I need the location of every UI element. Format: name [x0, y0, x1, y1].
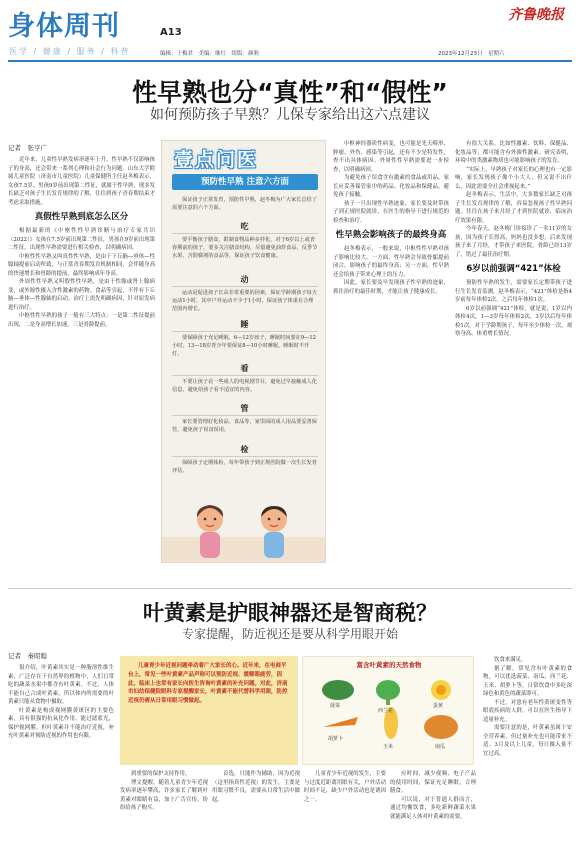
article1-subhead-2: 性早熟会影响孩子的最终身高	[335, 230, 447, 240]
panel-badge: 壹点问医	[174, 149, 259, 171]
masthead-divider	[8, 60, 572, 62]
article2-column-2c	[304, 770, 386, 848]
paragraph: 为避免孩子误食含有激素的食品或用品，家长应妥善保管家中的药品、化妆品和保健品，避免孩子接触。	[333, 175, 449, 198]
children-illustration	[162, 497, 326, 563]
article1-byline: 记者 张亨广	[8, 144, 47, 152]
paragraph: 根据最新的《中枢性性早熟诊断与治疗专家共识（2022）》女孩在7.5岁前出现第二性征，男孩在9岁前出现第二性征，出现性早熟需要进行相关检查，以明确病因。	[8, 228, 155, 251]
paragraph: 首选，只能作为辅助，因为近视（这里指真性近视）的发生，主要是用眼习惯不良，需要从日常生活中做起。	[212, 771, 300, 803]
food-label: 西兰花	[378, 708, 394, 714]
paragraph: 有很大关系，比如性激素、饮料、保健品、化妆品等，都可能含有外源性激素。研究表明，环境中的类激素物质也可能影响孩子的发育。	[455, 141, 572, 164]
tip-title-check: 检	[240, 444, 249, 454]
paragraph: 据了解，常见含有叶黄素的食物，可以优选菠菜、南瓜、西兰花、玉米、胡萝卜等，日常饮食中多吃深绿色和黄色的蔬菜即可。	[483, 665, 572, 697]
paragraph: 因此，家长要及早发现孩子性早熟的迹象，抓住治疗的最佳时期，才能让孩子健康成长。	[333, 280, 449, 295]
page-number: A13	[160, 27, 182, 38]
paragraph: 中枢神经器质性病变，也可能是先天畸形、肿瘤、外伤、感染等引起，还有不少是特发性，查不出具体病因。外周性性早熟需要进一步检查，以明确病因。	[333, 141, 449, 173]
section-subtitle: 医学 / 健康 / 服务 / 科普	[9, 47, 131, 56]
paragraph: 赵冬梅表示，一般来说，中枢性性早熟对孩子影响比较大。一方面，性早熟会导致骨骺提前闭合，影响孩子的最终身高；另一方面，性早熟还会给孩子带来心理上的压力。	[333, 246, 449, 278]
foods-illustration	[302, 656, 474, 765]
paragraph: 外周性性早熟又叫假性性早熟，是由于性腺或肾上腺病变，或外源性摄入含性激素的药物、食品等引起，不伴有下丘脑—垂体—性腺轴的启动。治疗上需先明确病因，针对原发病进行治疗。	[8, 279, 155, 311]
paragraph: 中枢性性早熟又叫真性性早熟，是由于下丘脑—垂体—性腺轴提前启动所致，与正常青春期发育机制相同，会伴随身高的快速增长和骨龄的提前，最终影响成年身高。	[8, 253, 155, 277]
tip-title-manage: 管	[240, 403, 249, 413]
tip-text-move: 运动是促进孩子长高非常重要的因素，保证学龄期孩子每天运动1小时，其中户外运动不少于1小时，保证孩子体重在合理范围内增长。	[172, 290, 317, 312]
paragraph: “实际上，早熟孩子对家长的心理也有一定影响，家长发现孩子像个小大人，但又说不出什么，因此需要全社会重视起来。”	[455, 166, 572, 190]
article2-headline: 叶黄素是护眼神器还是智商税？	[143, 601, 437, 625]
tip-text-sleep: 要保障孩子充足睡眠，6—12岁孩子，睡眠时间要在9—12小时，13—18岁青少年要保证8—10小时睡眠，睡眠时不开灯。	[172, 335, 316, 357]
tip-text-watch: 不要让孩子看一些成人的电视剧节目，避免过早接触成人化信息，避免给孩子看不适宜的内容。	[172, 379, 317, 393]
tip-text-check: 保障孩子定期体检，每年带孩子到正规医院做一次生长发育评估。	[172, 460, 317, 474]
tips-panel	[161, 140, 326, 563]
paragraph: 不过，对患有老年性黄斑变性等眼底疾病的人群，可以在医生指导下适量补充。	[483, 699, 572, 723]
article1-subhead-1: 真假性早熟到底怎么区分	[34, 212, 129, 222]
food-label: 南瓜	[435, 744, 446, 750]
article2-lead-box	[120, 656, 298, 765]
food-label: 玉米	[383, 744, 394, 750]
tip-text-eat: 要平衡孩子膳食，限制食物品种多样化，对于6岁以上或青春期前的孩子，要多关注膳食结构，尽量避免油炸食品、反季节水果、含防腐剂的食品等，保证孩子饮食健康。	[172, 237, 318, 259]
foods-title: 富含叶黄素的天然食物	[356, 661, 422, 669]
article1-headline: 性早熟也分“真性”和“假性”	[132, 78, 448, 107]
divider	[172, 456, 318, 457]
article2-column-2d	[390, 770, 476, 848]
tip-title-move: 动	[240, 274, 249, 284]
paragraph: 到重要的保护支持作用。	[131, 771, 191, 777]
article2-byline: 记者 秦昭聪	[8, 652, 47, 660]
divider	[172, 233, 318, 234]
foods-drawing	[303, 665, 474, 765]
article2-column-1	[8, 664, 114, 848]
paragraph: 中枢性性早熟的孩子一般有三大特点：一是第二性征提前出现，二是身高增长加速，三是骨龄提前。	[8, 313, 155, 328]
article1-column-2	[333, 140, 449, 583]
section-title: 身体周刊	[8, 11, 120, 42]
food-label: 蛋黄	[433, 703, 444, 709]
article1-column-1	[8, 156, 155, 586]
lead-text: 儿童青少年近视问题牵动着广大家长的心。近年来，在电商平台上，常见一些叶黄素产品声称可以预防近视、缓解眼疲劳，因此，临床上也常有家长向医生咨询叶黄素的补充问题。对此，济南市妇幼保健院眼科专家提醒家长，叶黄素不能代替科学用眼，防控近视仍需从日常用眼习惯做起。	[128, 663, 288, 705]
paragraph: 赵冬梅表示，生活中，大多数家长缺乏对孩子生长发育规律的了解，容易忽视孩子性早熟问题。往往在孩子来月经了才到医院就诊，临床治疗效果有限。	[455, 192, 572, 224]
paragraph: 叶黄素是构成视网膜黄斑区的主要色素，具有很强的抗氧化作用，能过滤蓝光，保护视网膜。但叶黄素并不能治疗近视，补充叶黄素对预防近视的作用也有限。	[8, 707, 114, 739]
tip-text-manage: 家长要管理好化妆品、食品等，家里面的成人用品要妥善保管，避免孩子误食误用。	[172, 419, 317, 433]
divider	[172, 415, 318, 416]
masthead	[0, 0, 580, 66]
newspaper-logo: 齐鲁晚报	[508, 7, 564, 23]
divider	[172, 375, 318, 376]
paragraph: 今年春天，赵冬梅门诊接诊了一名11岁的女孩，因为孩子长得高，妈妈也没多想，后来发现孩子来了月经，才带孩子来医院，骨龄已经13岁了，错过了最佳治疗期。	[455, 226, 572, 258]
paragraph: 儿童青少年近视的发生，主要与过度近距离用眼有关，户外活动时间不足，缺少户外活动也是诱因之一。	[304, 771, 386, 803]
paragraph: 需要注意的是，叶黄素虽属于安全营养素，但过量补充也可能带来不适。3月及以上儿童，每日摄入量不宜过高。	[483, 725, 572, 757]
article2-column-2b	[212, 770, 300, 848]
paragraph: 饮食来满足。	[494, 657, 527, 663]
tip-title-watch: 看	[240, 363, 249, 373]
article1-subhead-3: 6岁以前强调“421”体检	[466, 264, 561, 274]
paragraph: 预防性早熟的发生，需要家长定期带孩子进行生长发育监测，赵冬梅表示，“421”体检是指4岁前每年体检2次，之后每年体检1次。	[455, 280, 572, 303]
tip-title-sleep: 睡	[240, 319, 249, 329]
panel-title-bar: 预防性早熟 注意六方面	[172, 174, 318, 190]
paragraph: 博文提醒，随着儿童青少年近视发病率逐年攀高，许多家长了解到叶黄素对眼睛有益，加上广告宣传，纷纷给孩子购买。	[120, 779, 208, 811]
editors-credit: 编辑：于梅君 美编：继红 组版：颜莉	[160, 51, 260, 57]
divider	[172, 286, 318, 287]
food-label: 菠菜	[330, 703, 341, 709]
paragraph: 孩子一旦出现性早熟迹象，家长要及时带孩子到正规医院就诊，在医生的指导下进行规范的检查和治疗。	[333, 200, 449, 224]
article1-subheadline: 如何预防孩子早熟？儿保专家给出这六点建议	[150, 107, 430, 123]
paragraph: 很介绍，叶黄素其实是一种脂溶性维生素，广泛存在于自然界的植物中，人们日常吃的蔬菜水果中都含有叶黄素。不过，人体不能自己合成叶黄素，所以体内所需要的叶黄素只能从食物中摄取。	[8, 665, 114, 705]
panel-intro: 保证孩子正常发育，预防性早熟，赵冬梅为广大家长总结了需要注意的六个方面。	[172, 197, 317, 211]
article2-column-3	[483, 656, 572, 848]
tip-title-eat: 吃	[240, 221, 249, 231]
paragraph: 6岁以前强调“421”体检，就是说，1岁以内体检4次，1—3岁每年体检2次，3岁以后每年体检1次。对于学龄期孩子，每年至少体检一次，观察身高、体重增长情况。	[455, 305, 572, 337]
article2-column-2a	[120, 770, 208, 848]
divider	[172, 331, 318, 332]
food-label: 胡萝卜	[328, 736, 344, 742]
paragraph: 可以说，对于普通人群而言，通过均衡饮食，多吃新鲜蔬菜水果就能满足人体对叶黄素的需要。	[390, 796, 476, 820]
paragraph: 应时间，减少视频、电子产品的使用时间，保证充足睡眠，合理膳食。	[390, 771, 476, 794]
issue-date: 2023年12月23日 星期六	[438, 51, 505, 57]
article2-subheadline: 专家提醒，防近视还是要从科学用眼开始	[181, 627, 398, 641]
paragraph: 近年来，儿童性早熟发病率逐年上升，性早熟不仅影响孩子的身高，还会带来一系列心理和社会行为问题。山东大学附属儿童医院（济南市儿童医院）儿童保健所主任赵冬梅表示，女孩7.5岁、男孩9岁前出现第二性征，就属于性早熟，现多发长缺乏对孩子生长发育规律的了解，往往到孩子青春期结束才考虑采取措施。	[8, 157, 155, 206]
article-divider	[8, 588, 572, 589]
article1-column-3	[455, 140, 572, 583]
